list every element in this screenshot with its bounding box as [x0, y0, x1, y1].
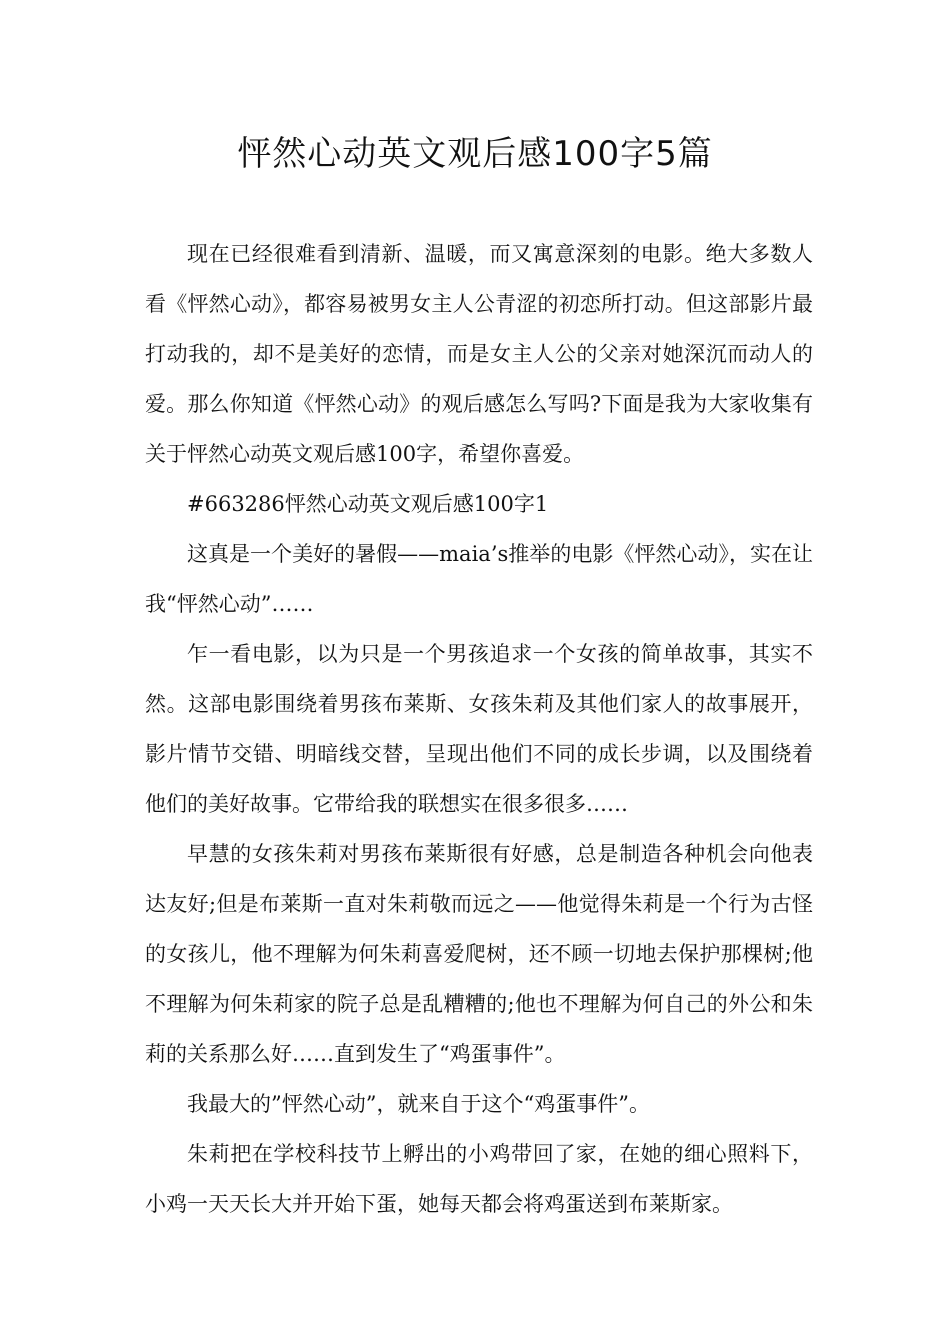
- paragraph-3: 早慧的女孩朱莉对男孩布莱斯很有好感，总是制造各种机会向他表达友好;但是布莱斯一直对朱莉敬而远之——他觉得朱莉是一个行为古怪的女孩儿，他不理解为何朱莉喜爱爬树，还不顾一切地去保护那棵树;他不理解为何朱莉家的院子总是乱糟糟的;他也不理解为何自己的外公和朱莉的关系那么好……直到发生了“鸡蛋事件”。: [145, 842, 813, 1066]
- paragraph-1: 这真是一个美好的暑假——maia’s推举的电影《怦然心动》，实在让我“怦然心动”……: [145, 542, 813, 616]
- document-body: [145, 229, 813, 1229]
- section-heading: #663286怦然心动英文观后感100字1: [187, 492, 549, 516]
- paragraph-2: 乍一看电影，以为只是一个男孩追求一个女孩的简单故事，其实不然。这部电影围绕着男孩布莱斯、女孩朱莉及其他们家人的故事展开，影片情节交错、明暗线交替，呈现出他们不同的成长步调，以及围绕着他们的美好故事。它带给我的联想实在很多很多……: [145, 642, 813, 816]
- paragraph-5: 朱莉把在学校科技节上孵出的小鸡带回了家，在她的细心照料下，小鸡一天天长大并开始下蛋，她每天都会将鸡蛋送到布莱斯家。: [145, 1142, 813, 1216]
- paragraph-intro: 现在已经很难看到清新、温暖，而又寓意深刻的电影。绝大多数人看《怦然心动》，都容易被男女主人公青涩的初恋所打动。但这部影片最打动我的，却不是美好的恋情，而是女主人公的父亲对她深沉而动人的爱。那么你知道《怦然心动》的观后感怎么写吗?下面是我为大家收集有关于怦然心动英文观后感100字，希望你喜爱。: [145, 242, 813, 466]
- paragraph-4: 我最大的”怦然心动”，就来自于这个“鸡蛋事件”。: [187, 1092, 650, 1116]
- document-title: 怦然心动英文观后感100字5篇: [237, 134, 713, 174]
